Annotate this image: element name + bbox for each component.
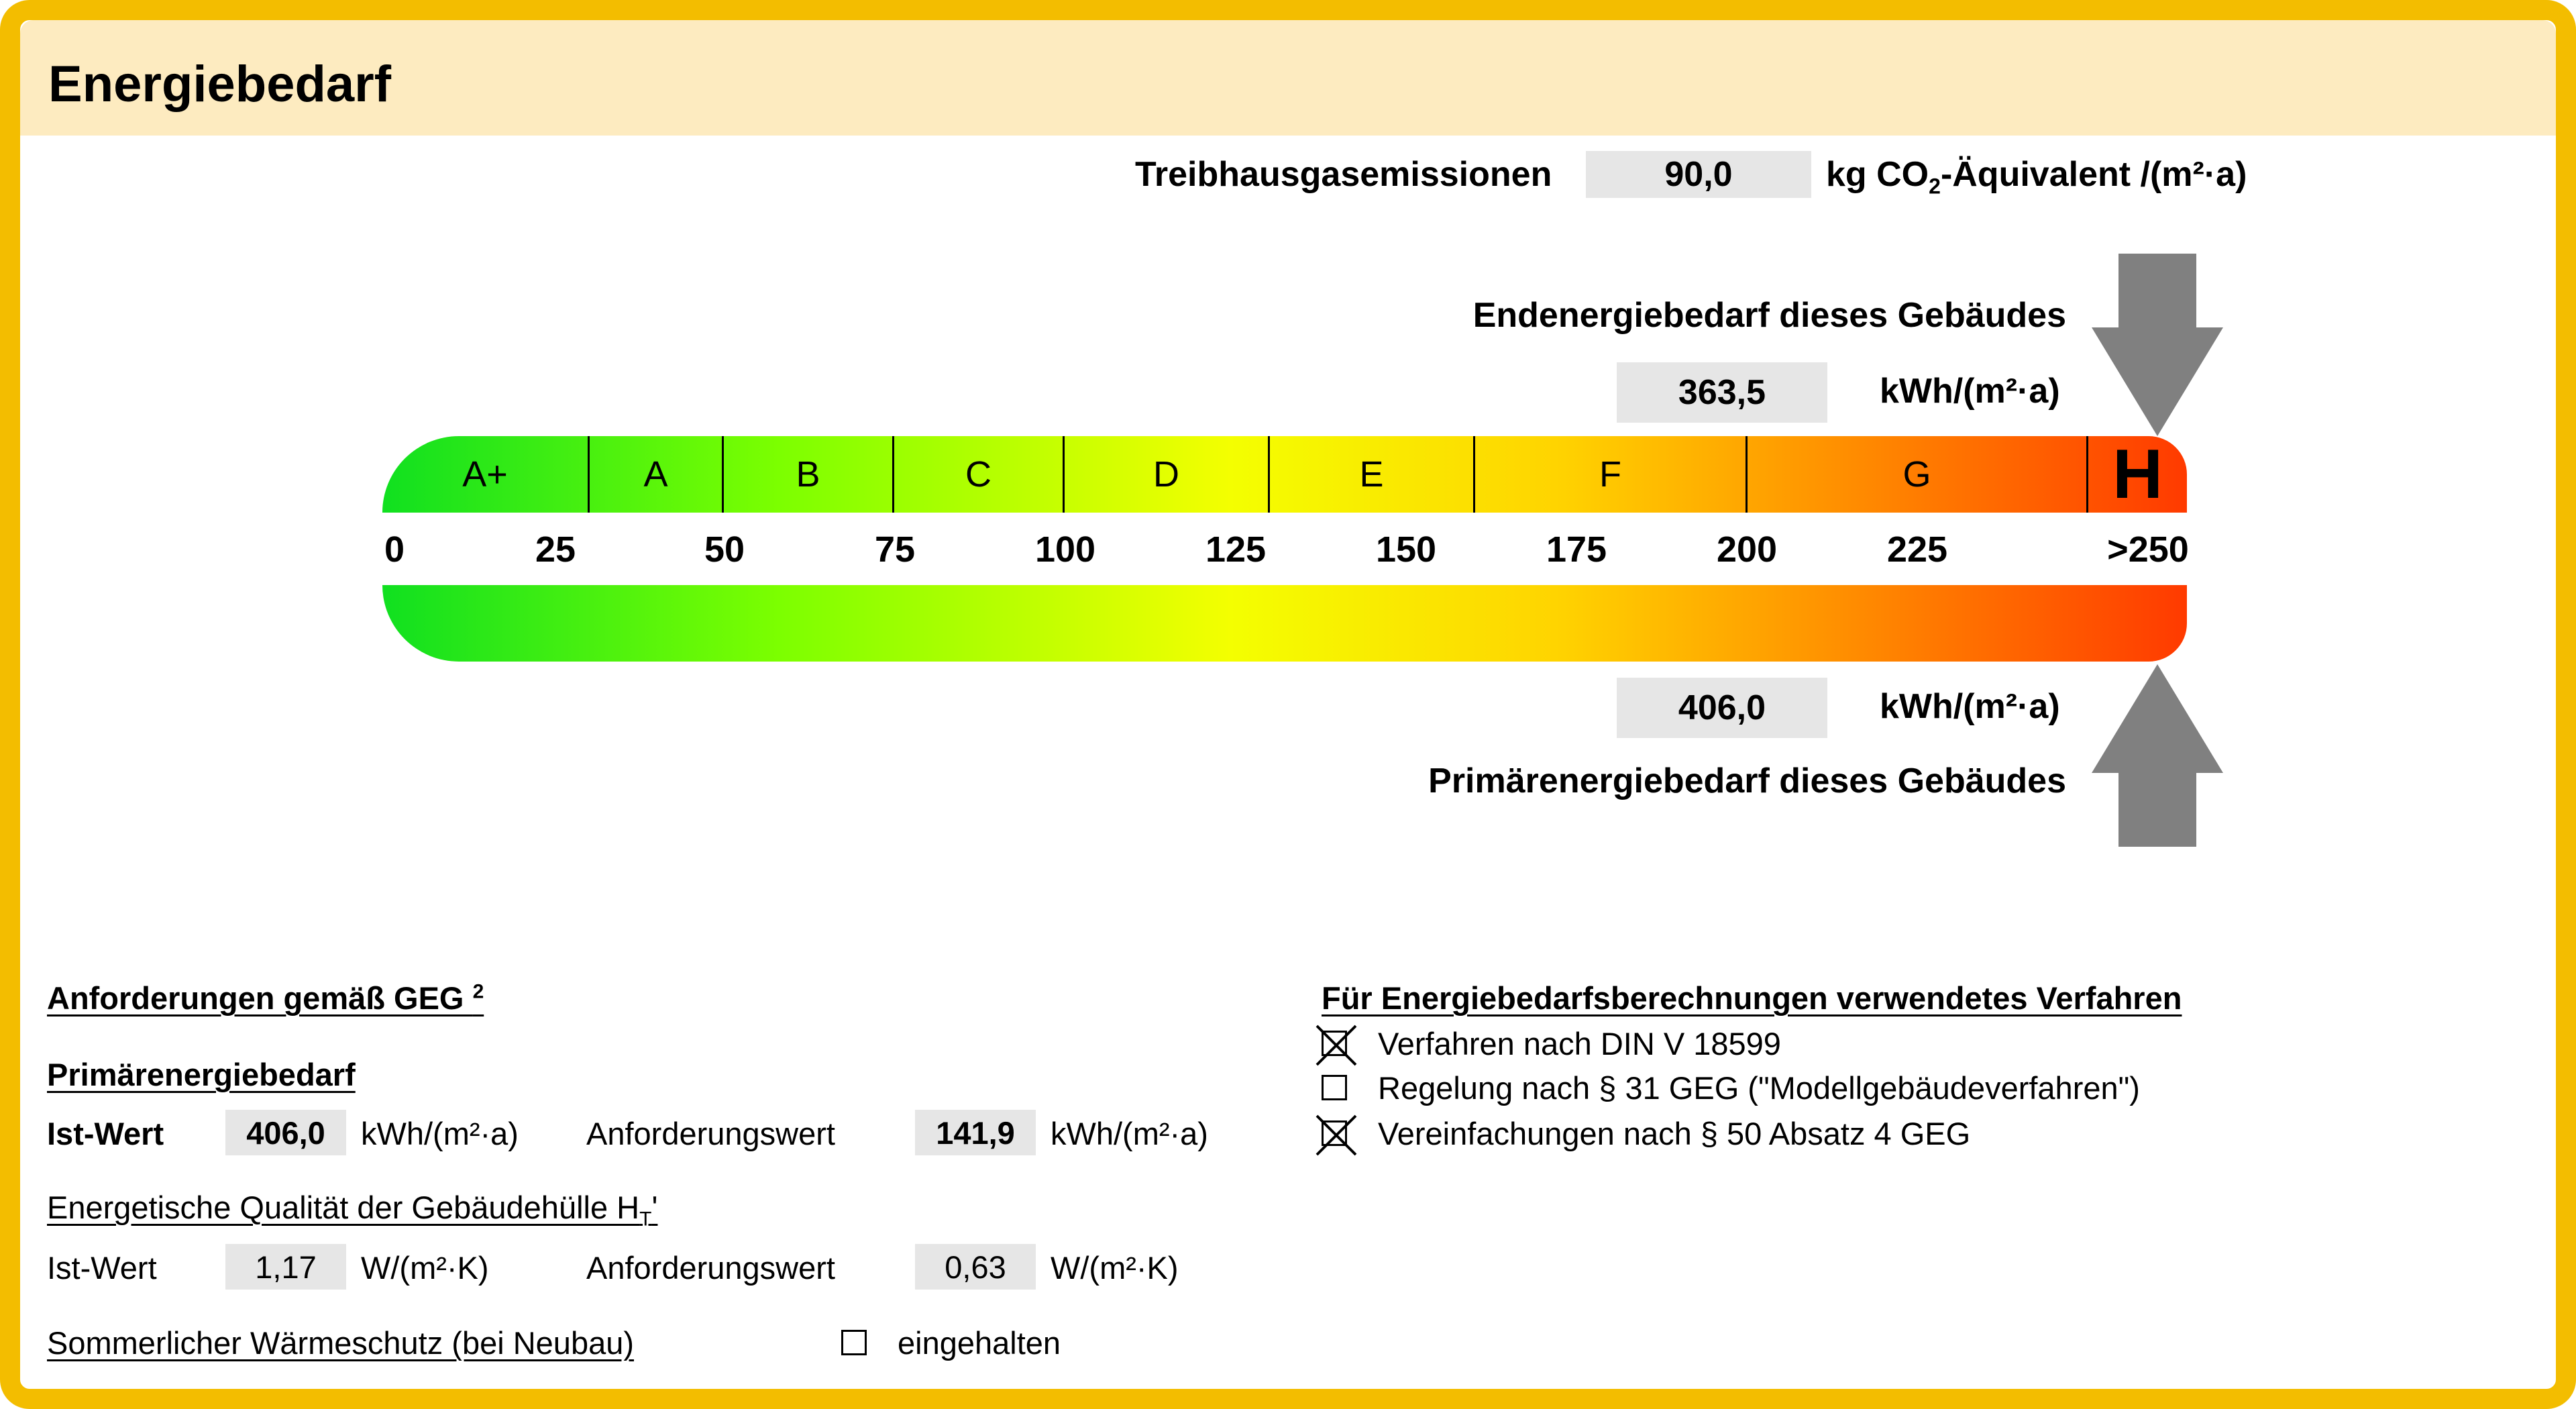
envelope-req-label: Anforderungswert <box>586 1250 835 1286</box>
checkbox-cross-icon <box>1314 1023 1358 1067</box>
procedure-option-label: Verfahren nach DIN V 18599 <box>1378 1026 1781 1061</box>
scale-tick: >250 <box>2107 529 2189 570</box>
procedure-checkbox-model[interactable] <box>1322 1075 1347 1100</box>
envelope-req-unit: W/(m²·K) <box>1051 1250 1179 1286</box>
emissions-value: 90,0 <box>1586 151 1811 198</box>
scale-tick: 125 <box>1205 529 1267 570</box>
scale-tick: 25 <box>535 529 576 570</box>
procedure-option-label: Regelung nach § 31 GEG ("Modellgebäudeverfahren") <box>1378 1070 2140 1106</box>
primary-energy-label: Primärenergiebedarf dieses Gebäudes <box>1428 762 2066 800</box>
page-title: Energiebedarf <box>48 56 392 113</box>
primary-ist-label: Ist-Wert <box>47 1116 164 1151</box>
checkbox-cross-icon <box>1314 1113 1358 1157</box>
end-energy-unit: kWh/(m²·a) <box>1880 372 2060 411</box>
envelope-ist-unit: W/(m²·K) <box>361 1250 489 1286</box>
primary-requirement-heading: Primärenergiebedarf <box>47 1057 356 1092</box>
class-segment: G <box>1746 436 2086 513</box>
procedure-heading: Für Energiebedarfsberechnungen verwendetes Verfahren <box>1322 980 2182 1016</box>
class-segment: A <box>588 436 722 513</box>
class-segment: B <box>722 436 892 513</box>
envelope-ist-value: 1,17 <box>225 1244 346 1290</box>
primary-ist-unit: kWh/(m²·a) <box>361 1116 519 1151</box>
end-energy-label: Endenergiebedarf dieses Gebäudes <box>1472 296 2066 335</box>
scale-tick: 75 <box>874 529 916 570</box>
class-segment: A+ <box>462 454 508 494</box>
primary-req-unit: kWh/(m²·a) <box>1051 1116 1208 1151</box>
energy-class-scale <box>382 436 2187 513</box>
primary-req-value: 141,9 <box>915 1110 1036 1155</box>
procedure-option-label: Vereinfachungen nach § 50 Absatz 4 GEG <box>1378 1116 1971 1151</box>
envelope-quality-heading: Energetische Qualität der Gebäudehülle $H_T'$ <box>47 1190 658 1231</box>
energy-gradient-bar <box>382 585 2187 662</box>
primary-ist-value: 406,0 <box>225 1110 346 1155</box>
envelope-req-value: 0,63 <box>915 1244 1036 1290</box>
class-segment: F <box>1473 436 1746 513</box>
summer-protection-label: eingehalten <box>898 1325 1061 1361</box>
end-energy-arrow-icon <box>2092 254 2223 436</box>
summer-protection-heading: Sommerlicher Wärmeschutz (bei Neubau) <box>47 1325 635 1361</box>
primary-req-label: Anforderungswert <box>586 1116 835 1151</box>
primary-energy-arrow-icon <box>2092 664 2223 847</box>
summer-protection-checkbox[interactable] <box>841 1330 867 1355</box>
scale-tick: 0 <box>384 529 405 570</box>
title-bar <box>20 20 2556 136</box>
scale-tick: 50 <box>704 529 745 570</box>
scale-tick: 175 <box>1546 529 1607 570</box>
emissions-unit: kg $CO_2$-Äquivalent /(m²·a) <box>1826 155 2247 199</box>
requirements-heading: Anforderungen gemäß GEG $^2$ <box>47 980 484 1016</box>
scale-tick: 225 <box>1886 529 1948 570</box>
class-segment-active: H <box>2086 436 2187 513</box>
procedure-checkbox-simplification[interactable] <box>1322 1120 1347 1146</box>
scale-tick: 200 <box>1716 529 1778 570</box>
emissions-label: Treibhausgasemissionen <box>1135 155 1552 194</box>
procedure-checkbox-din[interactable] <box>1322 1031 1347 1056</box>
end-energy-value: 363,5 <box>1617 362 1827 423</box>
scale-tick: 100 <box>1034 529 1096 570</box>
envelope-ist-label: Ist-Wert <box>47 1250 157 1286</box>
scale-tick: 150 <box>1375 529 1437 570</box>
primary-energy-unit: kWh/(m²·a) <box>1880 687 2060 726</box>
class-segment: D <box>1063 436 1268 513</box>
primary-energy-value: 406,0 <box>1617 678 1827 738</box>
class-segment: E <box>1268 436 1473 513</box>
class-segment: C <box>892 436 1063 513</box>
